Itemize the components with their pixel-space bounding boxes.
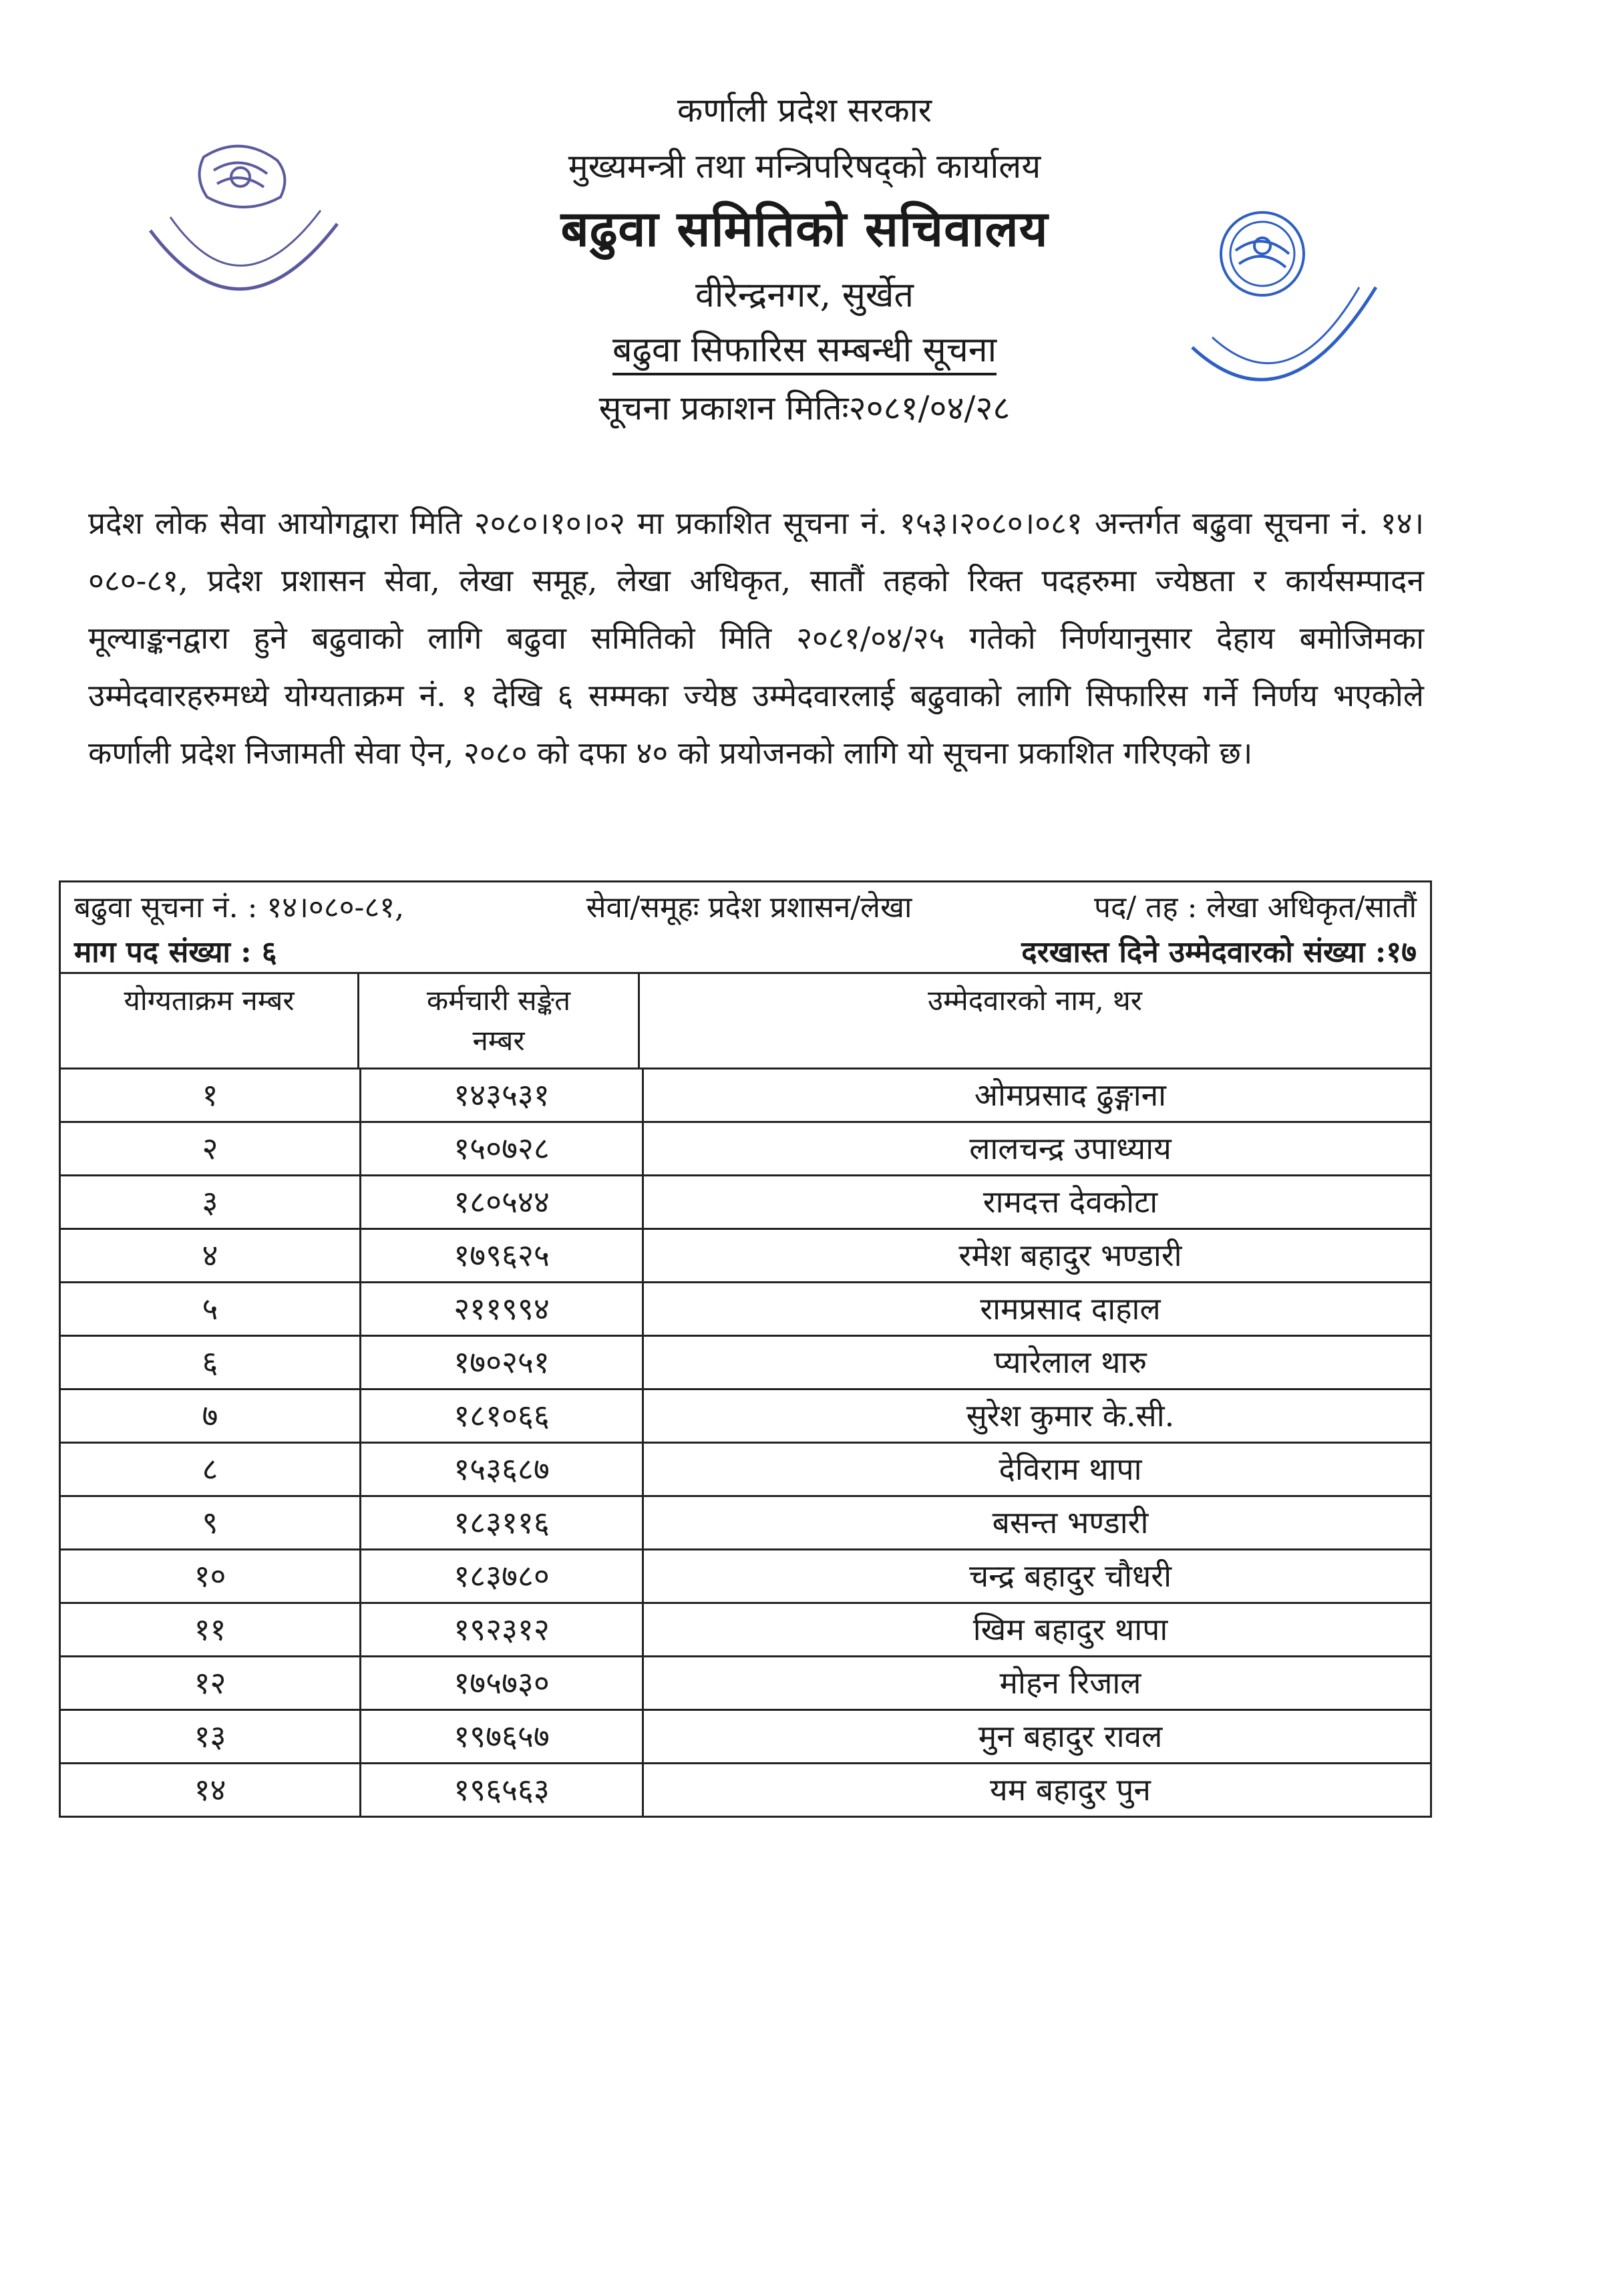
merit-rank-cell: १४	[61, 1764, 361, 1816]
applicant-count: दरखास्त दिने उम्मेदवारको संख्या :१७	[1021, 935, 1417, 969]
header-candidate-name: उम्मेदवारको नाम, थर	[928, 984, 1142, 1017]
candidate-name-cell: ओमप्रसाद ढुङ्गाना	[974, 1077, 1167, 1113]
header-employee-code: कर्मचारी सङ्केत नम्बर	[359, 974, 640, 1068]
candidate-table	[59, 880, 1432, 1818]
employee-code-cell: १५३६८७	[361, 1444, 644, 1495]
table-header-row	[61, 974, 1430, 1068]
table-row	[61, 1602, 1430, 1655]
table-row	[61, 1762, 1430, 1816]
candidate-name-cell: लालचन्द्र उपाध्याय	[969, 1130, 1172, 1166]
government-name: कर्णाली प्रदेश सरकार	[677, 91, 932, 130]
post-level: पद/ तह : लेखा अधिकृत/सातौं	[1094, 890, 1417, 925]
table-row	[61, 1174, 1430, 1228]
employee-code-cell: १९२३१२	[361, 1604, 644, 1655]
candidate-name-cell: रामदत्त देवकोटा	[982, 1184, 1158, 1220]
candidate-grid	[61, 972, 1430, 1816]
employee-code-cell: १८१०६६	[361, 1390, 644, 1442]
merit-rank-cell: १	[61, 1070, 361, 1121]
merit-rank-cell: ८	[61, 1444, 361, 1495]
merit-rank-cell: १३	[61, 1711, 361, 1762]
table-row	[61, 1709, 1430, 1762]
employee-code-cell: १५०७२८	[361, 1123, 644, 1174]
employee-code-cell: २११९९४	[361, 1283, 644, 1335]
candidate-name-cell: रमेश बहादुर भण्डारी	[958, 1237, 1182, 1273]
table-row	[61, 1495, 1430, 1548]
candidate-name-cell: देविराम थापा	[999, 1451, 1142, 1487]
table-row	[61, 1655, 1430, 1709]
merit-rank-cell: ११	[61, 1604, 361, 1655]
merit-rank-cell: ३	[61, 1176, 361, 1228]
header-merit-rank: योग्यताक्रम नम्बर	[61, 974, 359, 1068]
employee-code-cell: १८३७८०	[361, 1550, 644, 1602]
candidate-name-cell: प्यारेलाल थारु	[994, 1344, 1147, 1380]
candidate-name-cell: बसन्त भण्डारी	[992, 1504, 1149, 1540]
notice-number: बढुवा सूचना नं. : १४।०८०-८१,	[74, 890, 405, 925]
document-header	[0, 91, 1609, 428]
merit-rank-cell: ७	[61, 1390, 361, 1442]
table-info-row-1	[61, 882, 1430, 929]
candidate-name-cell: मुन बहादुर रावल	[978, 1718, 1163, 1754]
office-name: मुख्यमन्त्री तथा मन्त्रिपरिषद्को कार्यालय	[568, 147, 1041, 186]
merit-rank-cell: ४	[61, 1230, 361, 1281]
candidate-name-cell: खिम बहादुर थापा	[972, 1611, 1168, 1647]
employee-code-cell: १७५७३०	[361, 1657, 644, 1709]
merit-rank-cell: १०	[61, 1550, 361, 1602]
candidate-name-cell: यम बहादुर पुन	[990, 1772, 1151, 1808]
notice-body: प्रदेश लोक सेवा आयोगद्वारा मिति २०८०।१०।०२ मा प्रकाशित सूचना नं. १५३।२०८०।०८१ अन्तर्गत बढुवा सूचना नं. १४।०८०-८१, प्रदेश प्रशासन सेवा, लेखा समूह, लेखा अधिकृत, सातौं तहको रिक्त पदहरुमा ज्येष्ठता र कार्यसम्पादन मूल्याङ्कनद्वारा हुने बढुवाको लागि बढुवा समितिको मिति २०८१/०४/२५ गतेको निर्णयानुसार देहाय बमोजिमका उम्मेदवारहरुमध्ये योग्यताक्रम नं. १ देखि ६ सम्मका ज्येष्ठ उम्मेदवारलाई बढुवाको लागि सिफारिस गर्ने निर्णय भएकोले कर्णाली प्रदेश निजामती सेवा ऐन, २०८० को दफा ४० को प्रयोजनको लागि यो सूचना प्रकाशित गरिएको छ।	[88, 505, 1424, 771]
merit-rank-cell: ९	[61, 1497, 361, 1548]
table-info-row-2	[61, 929, 1430, 972]
employee-code-cell: १७०२५१	[361, 1337, 644, 1388]
merit-rank-cell: ५	[61, 1283, 361, 1335]
demand-count: माग पद संख्या : ६	[74, 935, 277, 969]
candidate-name-cell: रामप्रसाद दाहाल	[980, 1291, 1161, 1327]
table-row	[61, 1388, 1430, 1442]
candidate-name-cell: मोहन रिजाल	[999, 1665, 1141, 1701]
table-row	[61, 1281, 1430, 1335]
secretariat-title: बढुवा समितिको सचिवालय	[560, 200, 1049, 258]
employee-code-cell: १९६५६३	[361, 1764, 644, 1816]
service-group: सेवा/समूहः प्रदेश प्रशासन/लेखा	[586, 890, 912, 925]
table-row	[61, 1068, 1430, 1121]
office-location: वीरेन्द्रनगर, सुर्खेत	[695, 275, 914, 315]
notice-title: बढुवा सिफारिस सम्बन्धी सूचना	[0, 333, 1609, 367]
employee-code-cell: १८०५४४	[361, 1176, 644, 1228]
table-row	[61, 1228, 1430, 1281]
candidate-name-cell: चन्द्र बहादुर चौधरी	[968, 1558, 1172, 1594]
publication-date: सूचना प्रकाशन मितिः२०८१/०४/२८	[598, 389, 1011, 428]
employee-code-cell: १७९६२५	[361, 1230, 644, 1281]
table-row	[61, 1442, 1430, 1495]
employee-code-cell: १४३५३१	[361, 1070, 644, 1121]
candidate-name-cell: सुरेश कुमार के.सी.	[966, 1398, 1175, 1434]
merit-rank-cell: २	[61, 1123, 361, 1174]
employee-code-cell: १९७६५७	[361, 1711, 644, 1762]
merit-rank-cell: ६	[61, 1337, 361, 1388]
table-row	[61, 1548, 1430, 1602]
employee-code-cell: १८३११६	[361, 1497, 644, 1548]
table-row	[61, 1121, 1430, 1174]
merit-rank-cell: १२	[61, 1657, 361, 1709]
table-row	[61, 1335, 1430, 1388]
